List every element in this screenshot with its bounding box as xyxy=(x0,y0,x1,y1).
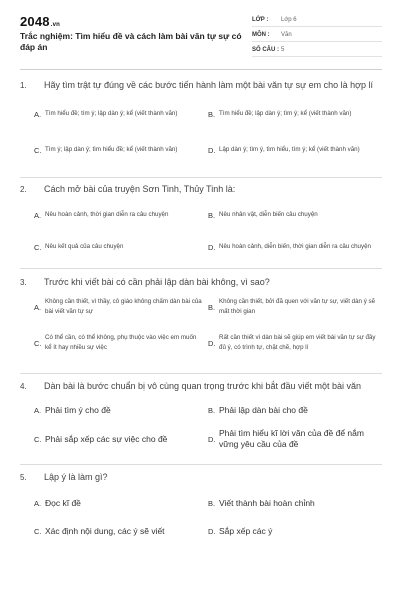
question-number: 3. xyxy=(20,278,27,287)
option-text: Tìm hiểu đề; lập dàn ý; tìm ý; kể (viết thành văn) xyxy=(219,110,352,117)
option-list xyxy=(34,202,382,260)
option-c[interactable] xyxy=(34,234,208,260)
option-letter: A. xyxy=(34,109,42,119)
option-a[interactable] xyxy=(34,294,208,320)
question-divider xyxy=(20,464,382,465)
option-text: Rất cần thiết vì dàn bài sẽ giúp em viết bài văn tự sự đầy đủ ý, có trình tự, chặt chẽ, hợp lí xyxy=(219,334,376,351)
meta-value: Văn xyxy=(281,32,292,38)
option-text: Tìm hiểu đề; tìm ý; lập dàn ý; kể (viết thành văn) xyxy=(45,110,178,117)
meta-label: LỚP : xyxy=(252,17,269,23)
option-letter: D. xyxy=(208,242,216,252)
question-number: 4. xyxy=(20,382,27,391)
option-text: Phải tìm hiểu kĩ lời văn của đề để nắm vững yêu cầu của đề xyxy=(219,428,364,449)
option-letter: A. xyxy=(34,405,42,415)
option-c[interactable] xyxy=(34,326,208,360)
option-a[interactable] xyxy=(34,494,208,512)
option-text: Nêu nhân vật, diễn biến câu chuyện xyxy=(219,211,318,218)
option-letter: D. xyxy=(208,526,216,536)
option-d[interactable] xyxy=(208,135,382,165)
option-letter: C. xyxy=(34,242,42,252)
option-c[interactable] xyxy=(34,522,208,540)
meta-label: SỐ CÂU : xyxy=(252,47,279,53)
question-1 xyxy=(20,80,382,165)
question-number: 2. xyxy=(20,185,27,194)
option-letter: D. xyxy=(208,145,216,155)
option-letter: A. xyxy=(34,210,42,220)
option-a[interactable] xyxy=(34,401,208,419)
meta-value: 5 xyxy=(281,47,285,53)
question-text: Hãy tìm trật tự đúng về các bước tiến hành làm một bài văn tự sự em cho là hợp lí xyxy=(44,80,374,90)
option-d[interactable] xyxy=(208,326,382,360)
option-d[interactable] xyxy=(208,522,382,540)
option-text: Nêu hoàn cảnh, diễn biến, thời gian diễn ra câu chuyện xyxy=(219,243,371,250)
option-letter: B. xyxy=(208,405,216,415)
option-text: Tìm ý; lập dàn ý; tìm hiểu đề; kể (viết thành văn) xyxy=(45,146,178,153)
option-text: Phải lập dàn bài cho đề xyxy=(219,404,308,415)
option-letter: B. xyxy=(208,498,216,508)
option-b[interactable] xyxy=(208,202,382,228)
option-list xyxy=(34,494,382,540)
option-b[interactable] xyxy=(208,99,382,129)
option-letter: C. xyxy=(34,145,42,155)
option-text: Đọc kĩ đề xyxy=(45,497,81,508)
question-3 xyxy=(20,277,382,360)
question-divider xyxy=(20,268,382,269)
option-d[interactable] xyxy=(208,425,382,453)
option-text: Sắp xếp các ý xyxy=(219,525,273,536)
option-list xyxy=(34,99,382,165)
option-text: Nêu hoàn cảnh, thời gian diễn ra câu chuyện xyxy=(45,211,169,218)
document-meta xyxy=(252,14,382,59)
question-divider xyxy=(20,373,382,374)
option-list xyxy=(34,401,382,453)
question-divider xyxy=(20,177,382,178)
option-text: Lập dàn ý; tìm ý, tìm hiểu, tìm ý; kể (viết thành văn) xyxy=(219,146,360,153)
option-letter: D. xyxy=(208,338,216,348)
option-letter: B. xyxy=(208,302,216,312)
option-letter: C. xyxy=(34,434,42,444)
meta-label: MÔN : xyxy=(252,32,270,38)
option-text: Không cần thiết, bởi đã quen với văn tự sự, viết dàn ý sẽ mất thời gian xyxy=(219,298,376,315)
question-2 xyxy=(20,184,382,260)
option-d[interactable] xyxy=(208,234,382,260)
meta-value: Lớp 6 xyxy=(281,17,297,23)
option-text: Xác định nội dung, các ý sẽ viết xyxy=(45,525,165,536)
option-b[interactable] xyxy=(208,494,382,512)
question-number: 1. xyxy=(20,81,27,90)
question-number: 5. xyxy=(20,473,27,482)
document-header xyxy=(20,0,382,70)
option-text: Không cần thiết, vì thầy, cô giáo không chấm dàn bài của bài viết văn tự sự xyxy=(45,298,202,315)
question-text: Cách mở bài của truyện Sơn Tinh, Thủy Tinh là: xyxy=(44,184,236,194)
option-c[interactable] xyxy=(34,135,208,165)
question-text: Dàn bài là bước chuẩn bị vô cùng quan trọng trước khi bắt đầu viết một bài văn xyxy=(44,381,362,391)
option-letter: A. xyxy=(34,498,42,508)
question-text: Trước khi viết bài có cần phải lập dàn bài không, vì sao? xyxy=(44,277,270,287)
option-text: Phải sắp xếp các sự việc cho đề xyxy=(45,433,168,444)
option-letter: A. xyxy=(34,302,42,312)
question-4 xyxy=(20,381,382,453)
option-text: Nêu kết quả của câu chuyện xyxy=(45,243,124,250)
option-list xyxy=(34,294,382,360)
option-letter: C. xyxy=(34,338,42,348)
meta-row-class xyxy=(252,14,382,27)
option-letter: B. xyxy=(208,210,216,220)
site-logo: 2048.vn xyxy=(20,14,61,29)
option-text: Có thể cần, có thể không, phụ thuộc vào việc em muốn kể ít hay nhiều sự việc xyxy=(45,334,197,351)
option-text: Viết thành bài hoàn chỉnh xyxy=(219,497,315,508)
option-text: Phải tìm ý cho đề xyxy=(45,404,111,415)
option-letter: B. xyxy=(208,109,216,119)
option-letter: C. xyxy=(34,526,42,536)
meta-row-count xyxy=(252,44,382,57)
question-5 xyxy=(20,472,382,540)
option-letter: D. xyxy=(208,434,216,444)
option-a[interactable] xyxy=(34,99,208,129)
question-text: Lập ý là làm gì? xyxy=(44,472,108,482)
document-title: Trắc nghiệm: Tìm hiểu đề và cách làm bài văn tự sự có đáp án xyxy=(20,31,242,52)
option-b[interactable] xyxy=(208,294,382,320)
option-c[interactable] xyxy=(34,425,208,453)
option-a[interactable] xyxy=(34,202,208,228)
meta-row-subject xyxy=(252,29,382,42)
option-b[interactable] xyxy=(208,401,382,419)
